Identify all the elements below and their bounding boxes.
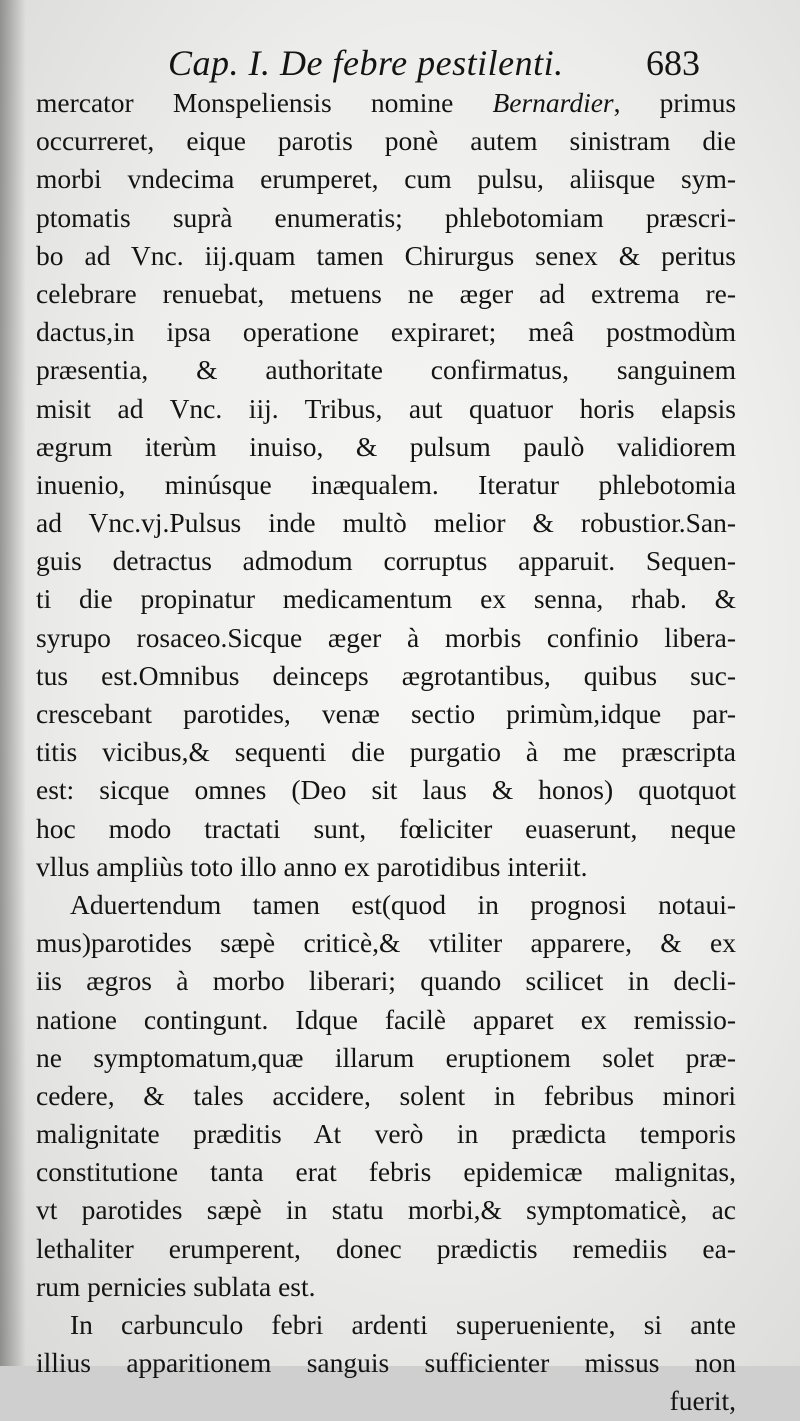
text-line: hoc modo tractati sunt, fœliciter euaserunt, neque bbox=[36, 812, 736, 844]
text-line: guis detractus admodum corruptus apparuit. Sequen- bbox=[36, 545, 736, 577]
text-line: vllus ampliùs toto illo anno ex parotidibus interiit. bbox=[36, 850, 588, 882]
text-line: celebrare renuebat, metuens ne æger ad extrema re- bbox=[36, 277, 736, 309]
text-line: inuenio, minúsque inæqualem. Iteratur phlebotomia bbox=[36, 468, 736, 500]
text-line: vt parotides sæpè in statu morbi,& symptomaticè, ac bbox=[36, 1194, 736, 1226]
text-line: bo ad Vnc. iij.quam tamen Chirurgus senex & peritus bbox=[36, 239, 736, 271]
text-line: malignitate præditis At verò in prædicta temporis bbox=[36, 1118, 736, 1150]
page-number: 683 bbox=[646, 43, 700, 83]
text-line: ptomatis suprà enumeratis; phlebotomiam præscri- bbox=[36, 201, 736, 233]
text-line: tus est.Omnibus deinceps ægrotantibus, quibus suc- bbox=[36, 659, 736, 691]
text-line: est: sicque omnes (Deo sit laus & honos) quotquot bbox=[36, 774, 736, 806]
text-line: ægrum iterùm inuiso, & pulsum paulò validiorem bbox=[36, 430, 736, 462]
text-line: dactus,in ipsa operatione expiraret; meâ postmodùm bbox=[36, 316, 736, 348]
italic-name: Bernardier bbox=[492, 87, 614, 118]
catchword-line: fuerit, bbox=[669, 1385, 736, 1417]
text-line: rum pernicies sublata est. bbox=[36, 1270, 316, 1302]
paragraph-start-line: Aduertendum tamen est(quod in prognosi notaui- bbox=[70, 888, 736, 920]
text-line: natione contingunt. Idque facilè apparet ex remissio- bbox=[36, 1003, 736, 1035]
text-line: occurreret, eique parotis ponè autem sinistram die bbox=[36, 125, 736, 157]
text-line: syrupo rosaceo.Sicque æger à morbis confinio libera- bbox=[36, 621, 736, 653]
running-head: Cap. I. De febre pestilenti. bbox=[168, 43, 564, 83]
page-header bbox=[0, 34, 800, 90]
text-line: morbi vndecima erumperet, cum pulsu, aliisque sym- bbox=[36, 163, 736, 195]
text-line: crescebant parotides, venæ sectio primùm,idque par- bbox=[36, 698, 736, 729]
paragraph-start-line: In carbunculo febri ardenti superueniente, si ante bbox=[70, 1309, 736, 1340]
text-line: iis ægros à morbo liberari; quando scilicet in decli- bbox=[36, 965, 736, 997]
text-line: lethaliter erumperent, donec prædictis remediis ea- bbox=[36, 1232, 736, 1264]
text-line: mus)parotides sæpè criticè,& vtiliter apparere, & ex bbox=[36, 927, 736, 959]
text-line: ti die propinatur medicamentum ex senna, rhab. & bbox=[36, 583, 736, 615]
body-text bbox=[36, 84, 736, 1421]
text-line: illius apparitionem sanguis sufficienter missus non bbox=[36, 1347, 736, 1379]
text-line-1: mercator Monspeliensis nomine Bernardier, primus bbox=[36, 87, 737, 118]
text-line: præsentia, & authoritate confirmatus, sanguinem bbox=[36, 354, 736, 386]
text-line: titis vicibus,& sequenti die purgatio à me præscripta bbox=[36, 736, 736, 768]
text-line: cedere, & tales accidere, solent in febribus minori bbox=[36, 1079, 736, 1111]
text-line: ne symptomatum,quæ illarum eruptionem solet præ- bbox=[36, 1041, 736, 1073]
text-line: ad Vnc.vj.Pulsus inde multò melior & robustior.San- bbox=[36, 507, 736, 539]
text-line: constitutione tanta erat febris epidemicæ malignitas, bbox=[36, 1156, 736, 1188]
text-line: misit ad Vnc. iij. Tribus, aut quatuor horis elapsis bbox=[36, 392, 736, 424]
